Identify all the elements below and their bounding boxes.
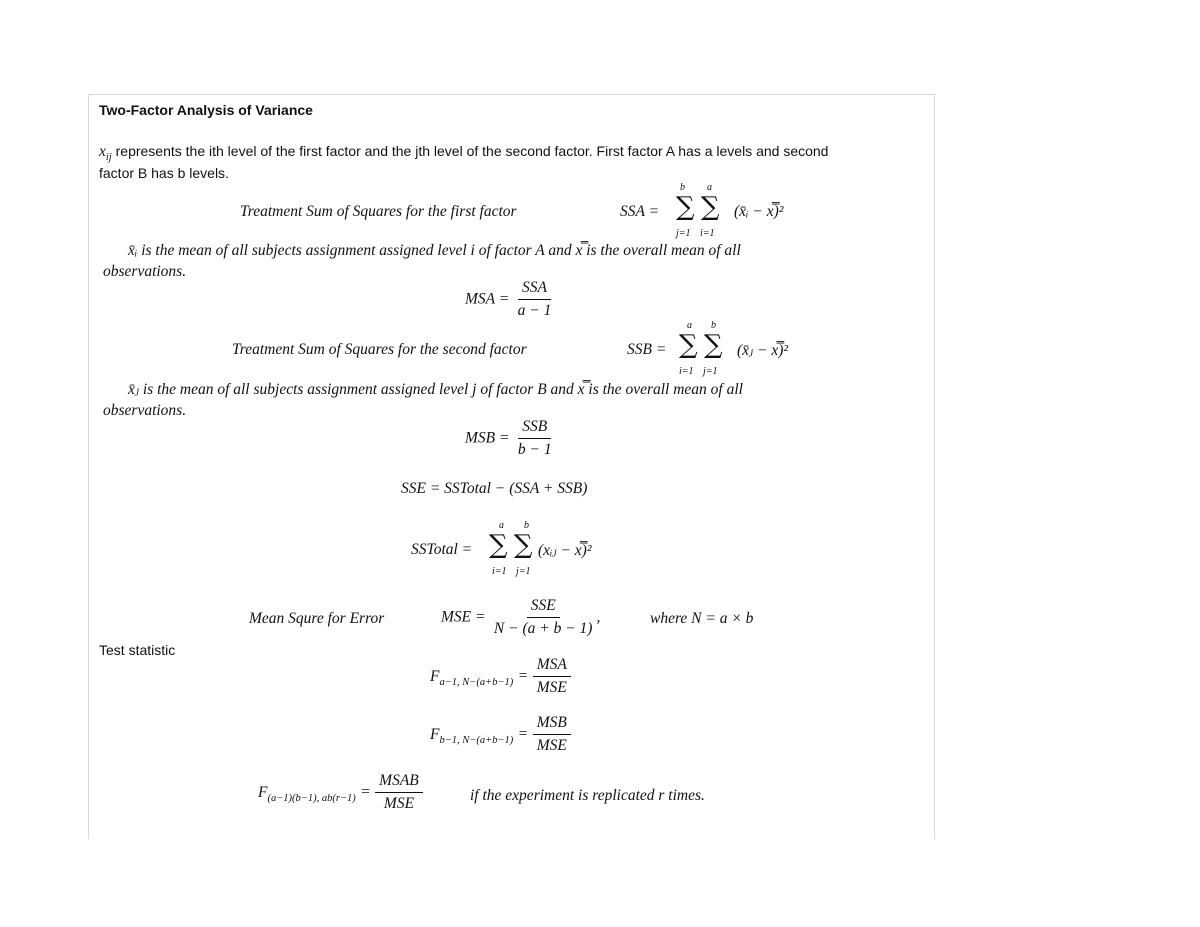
ssb-lhs: SSB = bbox=[627, 341, 667, 358]
mse-equation: MSE = $\frac{\text{SSE}}{N - (a + b - 1)}$ , bbox=[441, 597, 601, 637]
sstotal-lhs: SSTotal = bbox=[411, 541, 473, 558]
ssa-note-1: x̄ᵢ is the mean of all subjects assignment assigned level i of factor A and x̿ is the overall mean of all bbox=[128, 242, 741, 259]
ssb-double-sum: a b ∑ ∑ i=1 j=1 bbox=[679, 320, 723, 377]
ssa-label: Treatment Sum of Squares for the first factor bbox=[240, 203, 517, 220]
ssa-term: (x̄ᵢ − x̿)² bbox=[734, 203, 784, 220]
sigma-icon: ∑ bbox=[676, 192, 695, 222]
ssb-label: Treatment Sum of Squares for the second factor bbox=[232, 341, 527, 358]
sse-equation: SSE = SSTotal − (SSA + SSB) bbox=[401, 480, 588, 497]
f-statistic-ab-note: if the experiment is replicated r times. bbox=[470, 787, 705, 804]
ssa-note-2: observations. bbox=[103, 263, 187, 280]
ssa-lhs: SSA = bbox=[620, 203, 660, 220]
intro-line-1: $x_{ij}$ represents the ith level of the first factor and the jth level of the second factor. First factor A has a levels and second bbox=[99, 143, 829, 164]
document-title: Two-Factor Analysis of Variance bbox=[99, 102, 313, 118]
f-statistic-ab: $F_{(a-1)(b-1), ab(r-1)}$ = $\frac{\text{MSAB}}{\text{MSE}}$ bbox=[258, 772, 423, 813]
f-statistic-b: $F_{b-1, N-(a+b-1)}$ = $\frac{\text{MSB}}{\text{MSE}}$ bbox=[430, 714, 571, 755]
sstotal-term: (xᵢⱼ − x̿)² bbox=[538, 542, 592, 559]
sigma-icon: ∑ bbox=[704, 330, 723, 360]
mse-where: where N = a × b bbox=[650, 610, 754, 627]
sigma-icon: ∑ bbox=[489, 530, 508, 560]
intro-line-2: factor B has b levels. bbox=[99, 165, 229, 181]
ssa-double-sum: b a ∑ ∑ j=1 i=1 bbox=[676, 182, 720, 239]
mse-label: Mean Squre for Error bbox=[249, 610, 385, 627]
sigma-icon: ∑ bbox=[701, 192, 720, 222]
ssb-note-1: x̄ⱼ is the mean of all subjects assignment assigned level j of factor B and x̿ is the overall mean of all bbox=[128, 381, 743, 398]
msa-equation: MSA = $\frac{\text{SSA}}{a - 1}$ bbox=[465, 279, 552, 319]
sstotal-double-sum: a b ∑ ∑ i=1 j=1 bbox=[489, 520, 533, 577]
sigma-icon: ∑ bbox=[514, 530, 533, 560]
x-ij-symbol: $x_{ij}$ bbox=[99, 143, 112, 164]
ssb-term: (x̄ⱼ − x̿)² bbox=[737, 342, 789, 359]
sigma-icon: ∑ bbox=[679, 330, 698, 360]
test-statistic-label: Test statistic bbox=[99, 642, 176, 658]
msb-equation: MSB = $\frac{\text{SSB}}{b - 1}$ bbox=[465, 418, 552, 458]
f-statistic-a: $F_{a-1, N-(a+b-1)}$ = $\frac{\text{MSA}}{\text{MSE}}$ bbox=[430, 656, 571, 697]
ssb-note-2: observations. bbox=[103, 402, 187, 419]
